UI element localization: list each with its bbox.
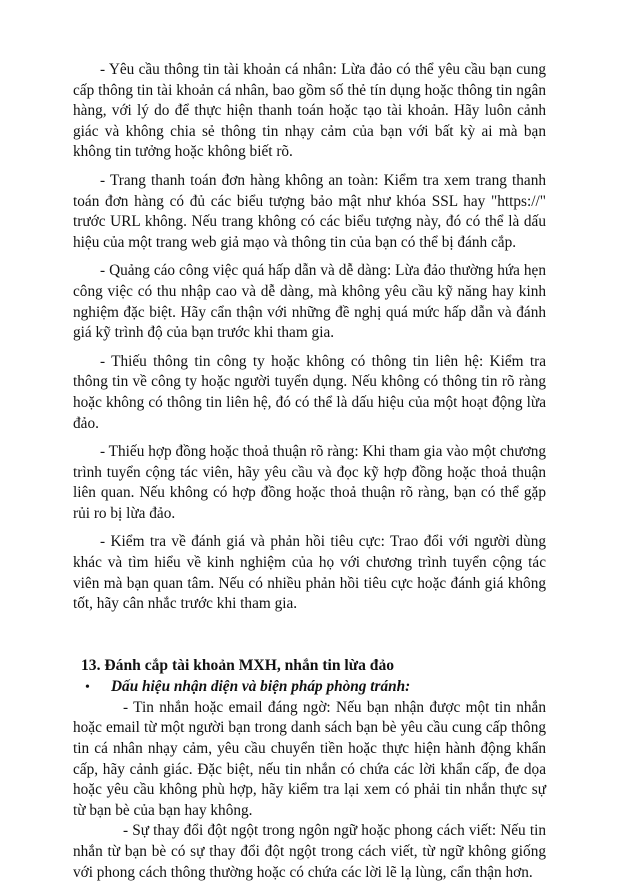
section-heading: 13. Đánh cắp tài khoản MXH, nhắn tin lừa đảo	[81, 656, 395, 674]
bullet-icon: •	[85, 679, 90, 695]
paragraph-missing-company-info: - Thiếu thông tin công ty hoặc không có thông tin liên hệ: Kiểm tra thông tin về công ty hoặc người tuyển dụng. Nếu không có thông tin rõ ràng hoặc không có thông tin liên hệ, đó có thể là dấu hiệu của một hoạt động lừa đảo.	[73, 352, 546, 432]
bullet-label: Dấu hiệu nhận diện và biện pháp phòng tránh:	[111, 677, 411, 695]
paragraph-unsafe-payment-page: - Trang thanh toán đơn hàng không an toàn: Kiểm tra xem trang thanh toán đơn hàng có đủ các biểu tượng bảo mật như khóa SSL hay "https://" trước URL không. Nếu trang không có các biểu tượng này, đó có thể là dấu hiệu của một trang web giả mạo và thông tin của bạn có thể bị đánh cắp.	[73, 171, 546, 251]
document-page	[73, 60, 546, 883]
paragraph-writing-style-change: - Sự thay đổi đột ngột trong ngôn ngữ hoặc phong cách viết: Nếu tin nhắn từ bạn bè có sự thay đổi đột ngột trong cách viết, từ ngữ không giống với phong cách thông thường hoặc có chứa các lời lẽ lạ lùng, cẩn thận hơn.	[73, 822, 546, 881]
paragraph-missing-contract: - Thiếu hợp đồng hoặc thoả thuận rõ ràng: Khi tham gia vào một chương trình tuyển cộng tác viên, hãy yêu cầu và đọc kỹ hợp đồng hoặc thoả thuận liên quan. Nếu không có hợp đồng hoặc thoả thuận rõ ràng, bạn có thể gặp rủi ro bị lừa đảo.	[73, 443, 546, 522]
paragraph-suspicious-message: - Tin nhắn hoặc email đáng ngờ: Nếu bạn nhận được một tin nhắn hoặc email từ một người bạn trong danh sách bạn bè yêu cầu cung cấp thông tin cá nhân nhạy cảm, yêu cầu chuyển tiền hoặc thực hiện hành động khẩn cấp, hãy cảnh giác. Đặc biệt, nếu tin nhắn có chứa các lời khẩn cấp, đe dọa hoặc yêu cầu không phù hợp, hãy kiểm tra lại xem có phải tin nhắn thực sự từ bạn bè của bạn hay không.	[73, 698, 546, 819]
paragraph-personal-account-info: - Yêu cầu thông tin tài khoản cá nhân: Lừa đảo có thể yêu cầu bạn cung cấp thông tin tài khoản cá nhân, bao gồm số thẻ tín dụng hoặc thông tin ngân hàng, với lý do để thực hiện thanh toán hoặc tạo tài khoản. Hãy luôn cảnh giác và không chia sẻ thông tin nhạy cảm của bạn với bất kỳ ai mà bạn không tin tưởng hoặc không biết rõ.	[73, 61, 546, 161]
bullet-item	[73, 676, 546, 698]
paragraph-negative-reviews: - Kiểm tra về đánh giá và phản hồi tiêu cực: Trao đổi với người dùng khác và tìm hiểu về kinh nghiệm của họ với chương trình tuyển cộng tác viên mà bạn quan tâm. Nếu có nhiều phản hồi tiêu cực hoặc đánh giá không tốt, hãy cân nhắc trước khi tham gia.	[73, 533, 546, 613]
paragraph-attractive-job-ads: - Quảng cáo công việc quá hấp dẫn và dễ dàng: Lừa đảo thường hứa hẹn công việc có thu nhập cao và dễ dàng, mà không yêu cầu kỹ năng hay kinh nghiệm đặc biệt. Hãy cẩn thận với những đề nghị quá mức hấp dẫn và đánh giá kỹ trình độ của bạn trước khi tham gia.	[73, 262, 546, 342]
